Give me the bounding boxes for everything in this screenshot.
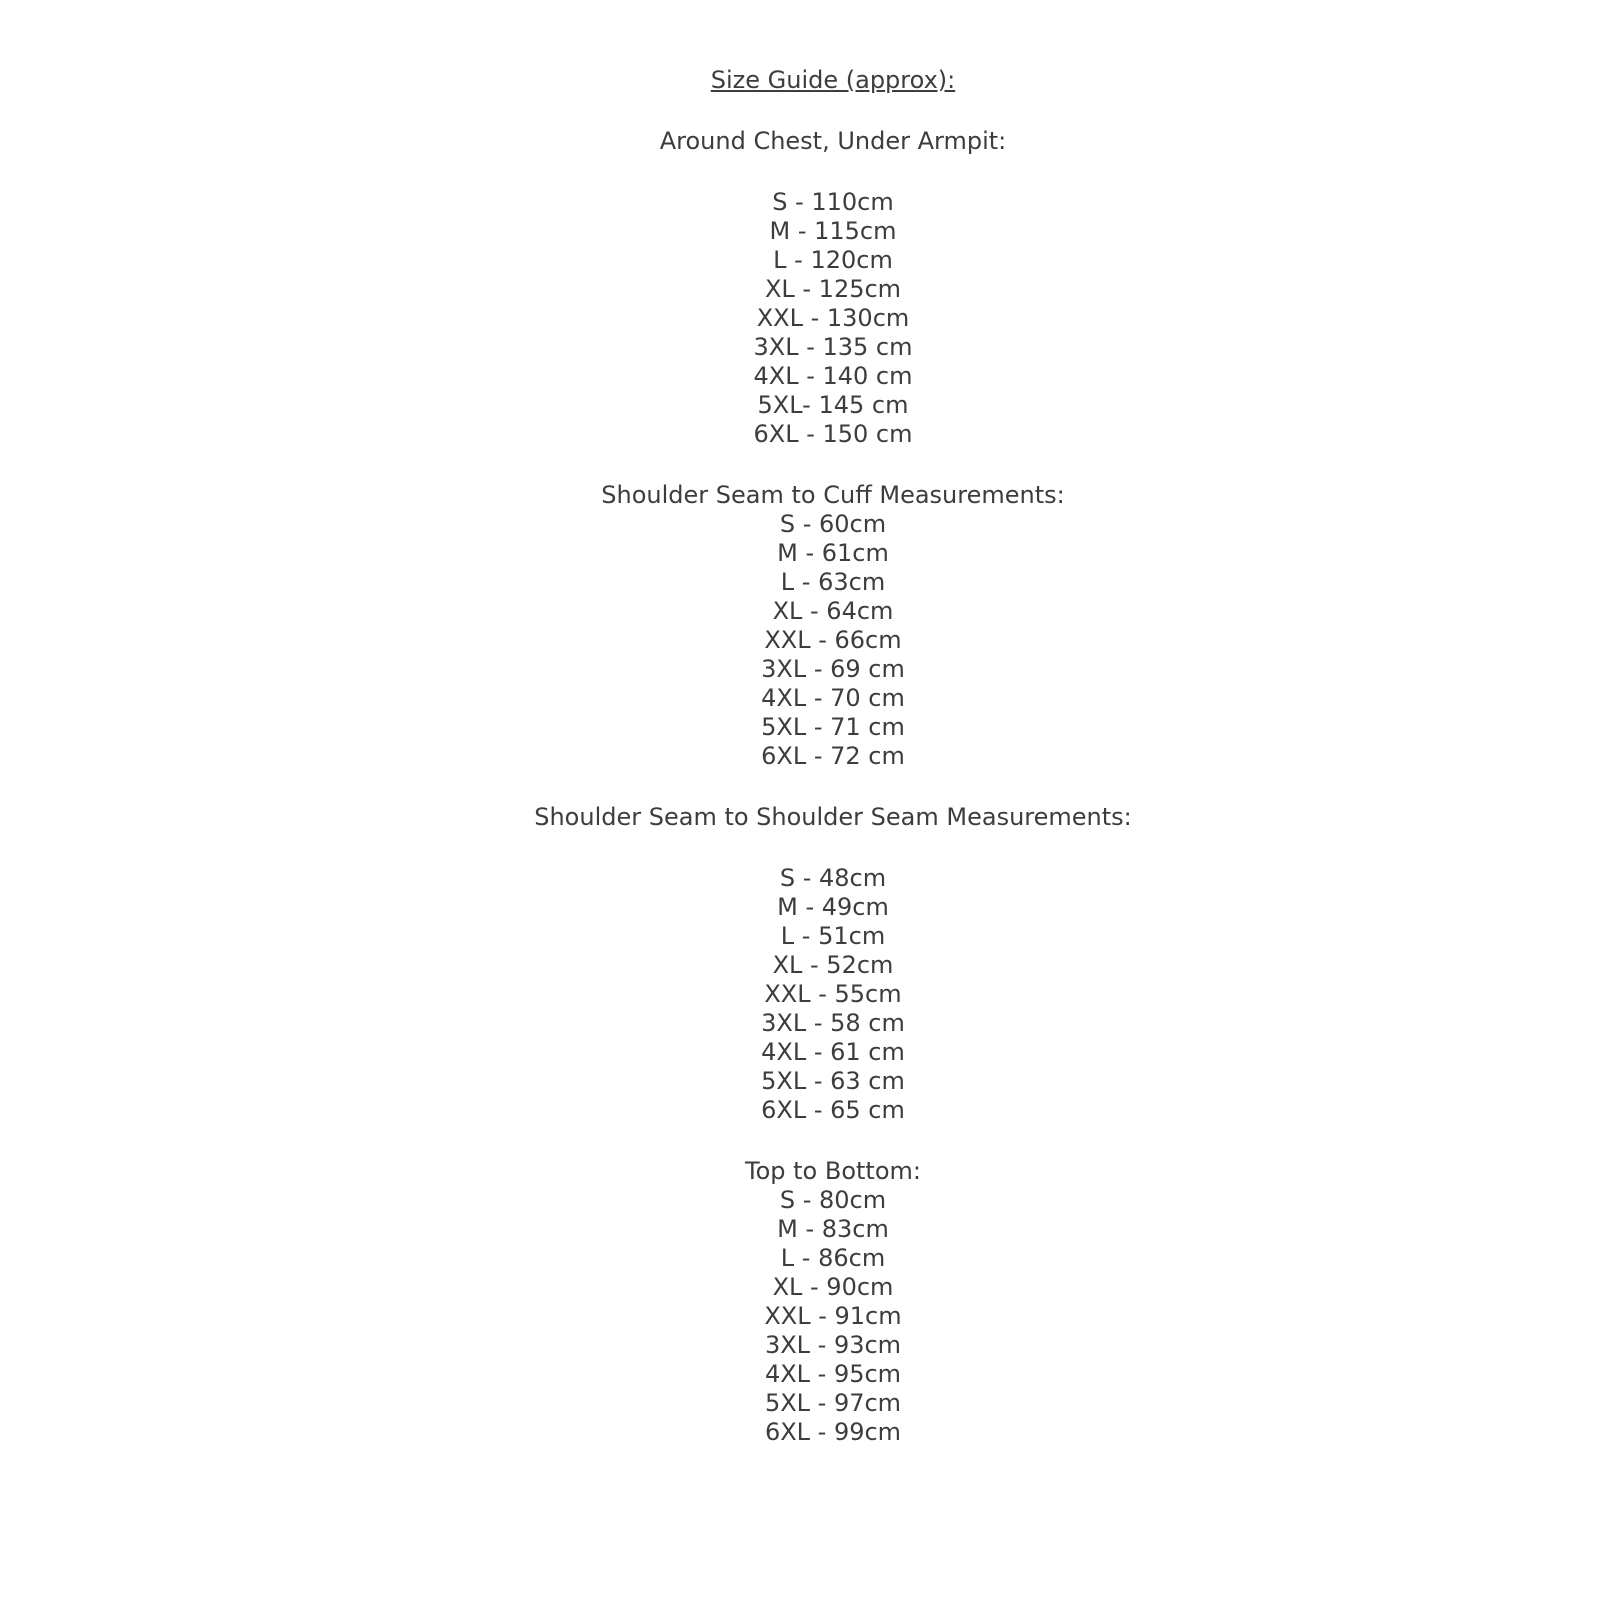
measurement-line: M - 115cm xyxy=(769,217,897,245)
measurement-line: L - 63cm xyxy=(780,568,886,596)
measurement-line: XXL - 130cm xyxy=(756,304,910,332)
measurement-line: S - 110cm xyxy=(772,188,894,216)
measurement-line: S - 48cm xyxy=(779,864,887,892)
measurement-line: 3XL - 93cm xyxy=(764,1331,902,1359)
measurement-line: 3XL - 58 cm xyxy=(761,1009,905,1037)
measurement-line: S - 60cm xyxy=(779,510,887,538)
measurement-line: L - 86cm xyxy=(780,1244,886,1272)
section-heading-sleeve: Shoulder Seam to Cuff Measurements: xyxy=(601,481,1065,509)
measurement-line: 5XL- 145 cm xyxy=(757,391,909,419)
measurement-line: XXL - 91cm xyxy=(764,1302,902,1330)
measurement-line: 3XL - 69 cm xyxy=(761,655,905,683)
measurement-line: 5XL - 63 cm xyxy=(761,1067,905,1095)
measurement-line: XL - 52cm xyxy=(772,951,894,979)
section-length xyxy=(66,1157,1600,1447)
measurement-line: XL - 64cm xyxy=(772,597,894,625)
measurement-line: 6XL - 72 cm xyxy=(761,742,905,770)
measurement-line: 6XL - 99cm xyxy=(764,1418,902,1446)
measurement-line: M - 49cm xyxy=(777,893,889,921)
measurement-line: 4XL - 61 cm xyxy=(761,1038,905,1066)
section-items-around-chest xyxy=(66,188,1600,449)
measurement-line: XXL - 55cm xyxy=(764,980,902,1008)
measurement-line: XXL - 66cm xyxy=(764,626,902,654)
measurement-line: 5XL - 71 cm xyxy=(761,713,905,741)
measurement-line: L - 51cm xyxy=(780,922,886,950)
measurement-line: 6XL - 65 cm xyxy=(761,1096,905,1124)
section-heading-around-chest: Around Chest, Under Armpit: xyxy=(659,127,1007,155)
measurement-line: 6XL - 150 cm xyxy=(753,420,913,448)
measurement-line: 4XL - 95cm xyxy=(764,1360,902,1388)
section-sleeve xyxy=(66,481,1600,771)
measurement-line: 4XL - 140 cm xyxy=(753,362,913,390)
section-items-shoulder xyxy=(66,864,1600,1125)
measurement-line: XL - 125cm xyxy=(764,275,902,303)
measurement-line: S - 80cm xyxy=(779,1186,887,1214)
section-heading-shoulder: Shoulder Seam to Shoulder Seam Measurements: xyxy=(534,803,1132,831)
measurement-line: 3XL - 135 cm xyxy=(753,333,913,361)
section-heading-length: Top to Bottom: xyxy=(745,1157,921,1185)
measurement-line: M - 83cm xyxy=(777,1215,889,1243)
measurement-line: M - 61cm xyxy=(777,539,889,567)
measurement-line: 4XL - 70 cm xyxy=(761,684,905,712)
measurement-line: L - 120cm xyxy=(773,246,893,274)
measurement-line: 5XL - 97cm xyxy=(764,1389,902,1417)
size-guide-title: Size Guide (approx): xyxy=(710,66,956,94)
measurement-line: XL - 90cm xyxy=(772,1273,894,1301)
